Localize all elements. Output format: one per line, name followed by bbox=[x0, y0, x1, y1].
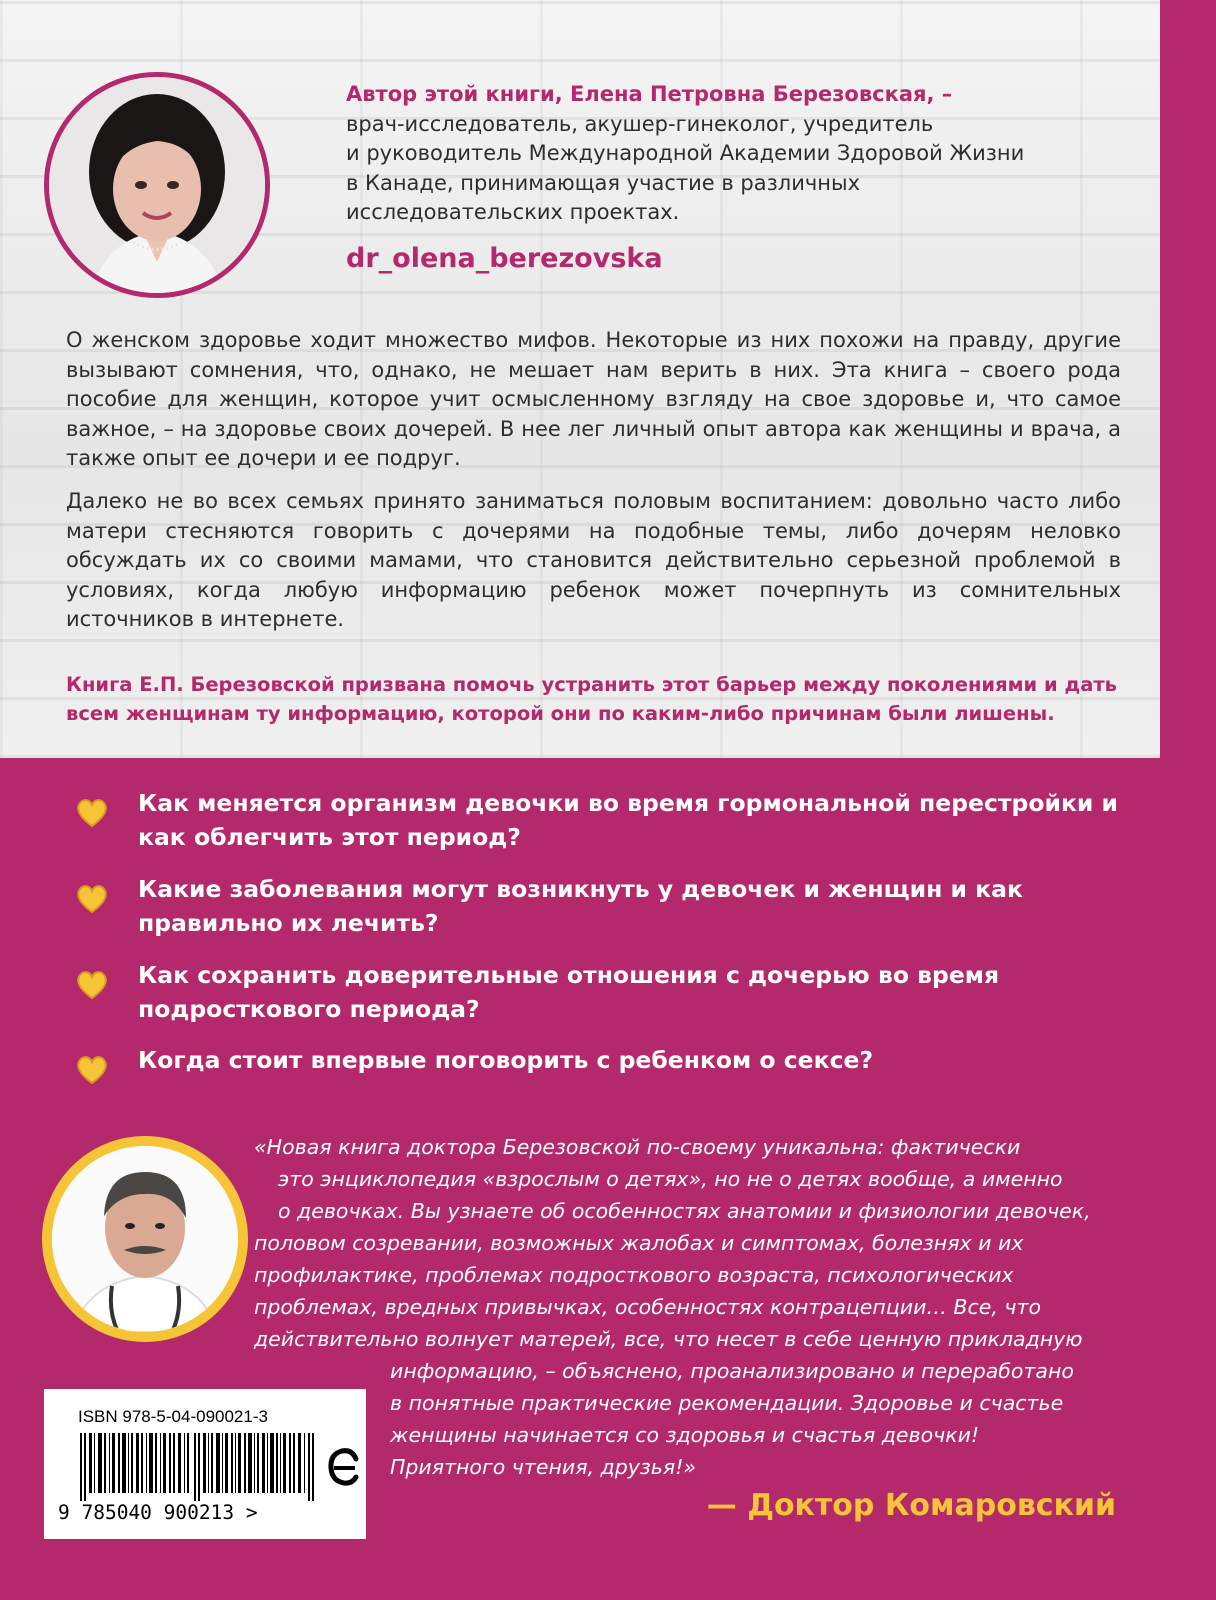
quote-line: Приятного чтения, друзья!» bbox=[390, 1455, 697, 1479]
author-bio-line: в Канаде, принимающая участие в различных bbox=[346, 170, 861, 195]
quote-line: половом созревании, возможных жалобах и симптомах, болезнях и их bbox=[254, 1231, 1024, 1255]
author-social-handle: dr_olena_berezovska bbox=[346, 243, 663, 274]
author-bio-line: исследовательских проектах. bbox=[346, 200, 680, 224]
quote-line: женщины начинается со здоровья и счастья девочки! bbox=[390, 1423, 980, 1447]
barcode-panel bbox=[44, 1389, 366, 1539]
author-bio-line: врач-исследователь, акушер-гинеколог, учредитель bbox=[346, 111, 934, 136]
highlight-paragraph: Книга Е.П. Березовской призвана помочь устранить этот барьер между поколениями и дать всем женщинам ту информацию, которой они по каким-либо причинам были лишены. bbox=[66, 673, 1117, 725]
author-bio bbox=[346, 80, 1126, 228]
reviewer-quote bbox=[250, 1131, 1140, 1483]
description-paragraph-1: О женском здоровье ходит множество мифов. Некоторые из них похожи на правду, другие вызывают сомнения, что, однако, не мешает нам верить в них. Эта книга – своего рода пособие для женщин, которое учит осмысленному взгляду на свое здоровье и, что самое важное, – на здоровье своих дочерей. В нее лег личный опыт автора как женщины и врача, а также опыт ее дочери и ее подруг. bbox=[66, 328, 1121, 470]
author-lead: Автор этой книги, Елена Петровна Березовская, – bbox=[346, 82, 953, 106]
reviewer-photo bbox=[42, 1136, 248, 1342]
isbn-label: ISBN 978-5-04-090021-3 bbox=[78, 1407, 268, 1426]
reviewer-signature: — Доктор Комаровский bbox=[706, 1488, 1116, 1523]
question-text: Когда стоит впервые поговорить с ребенком о сексе? bbox=[138, 1046, 874, 1074]
quote-line: о девочках. Вы узнаете об особенностях анатомии и физиологии девочек, bbox=[278, 1199, 1091, 1223]
question-text: Как сохранить доверительные отношения с дочерью во время подросткового периода? bbox=[138, 961, 1000, 1023]
barcode-bars bbox=[80, 1433, 316, 1501]
heart-icon bbox=[74, 1051, 110, 1087]
quote-line: в понятные практические рекомендации. Здоровье и счастье bbox=[390, 1391, 1064, 1415]
question-text: Какие заболевания могут возникнуть у девочек и женщин и как правильно их лечить? bbox=[138, 875, 1023, 937]
author-photo bbox=[44, 72, 270, 298]
heart-icon bbox=[74, 880, 110, 916]
heart-icon bbox=[74, 794, 110, 830]
heart-icon bbox=[74, 966, 110, 1002]
quote-line: проблемах, вредных привычках, особенностях контрацепции… Все, что bbox=[254, 1295, 1042, 1319]
quote-line: это энциклопедия «взрослым о детях», но не о детях вообще, а именно bbox=[278, 1167, 1063, 1191]
quote-line: «Новая книга доктора Березовской по-своему уникальна: фактически bbox=[254, 1135, 1021, 1159]
quote-line: действительно волнует матерей, все, что несет в себе ценную прикладную bbox=[254, 1327, 1083, 1351]
author-bio-line: и руководитель Международной Академии Здоровой Жизни bbox=[346, 141, 1025, 165]
question-text: Как меняется организм девочки во время гормональной перестройки и как облегчить этот период? bbox=[138, 789, 1119, 851]
publisher-logo-icon bbox=[326, 1441, 362, 1501]
description-paragraph-2: Далеко не во всех семьях принято заниматься половым воспитанием: довольно часто либо матери стесняются говорить с дочерями на подобные темы, либо дочерям неловко обсуждать их со своими мамами, что становится действительно серьезной проблемой в условиях, когда любую информацию ребенок может почерпнуть из сомнительных источников в интернете. bbox=[66, 489, 1121, 631]
quote-line: профилактике, проблемах подросткового возраста, психологических bbox=[254, 1263, 1014, 1287]
quote-line: информацию, – объяснено, проанализировано и переработано bbox=[390, 1359, 1074, 1383]
barcode-digits: 9 785040 900213 > bbox=[58, 1501, 258, 1524]
